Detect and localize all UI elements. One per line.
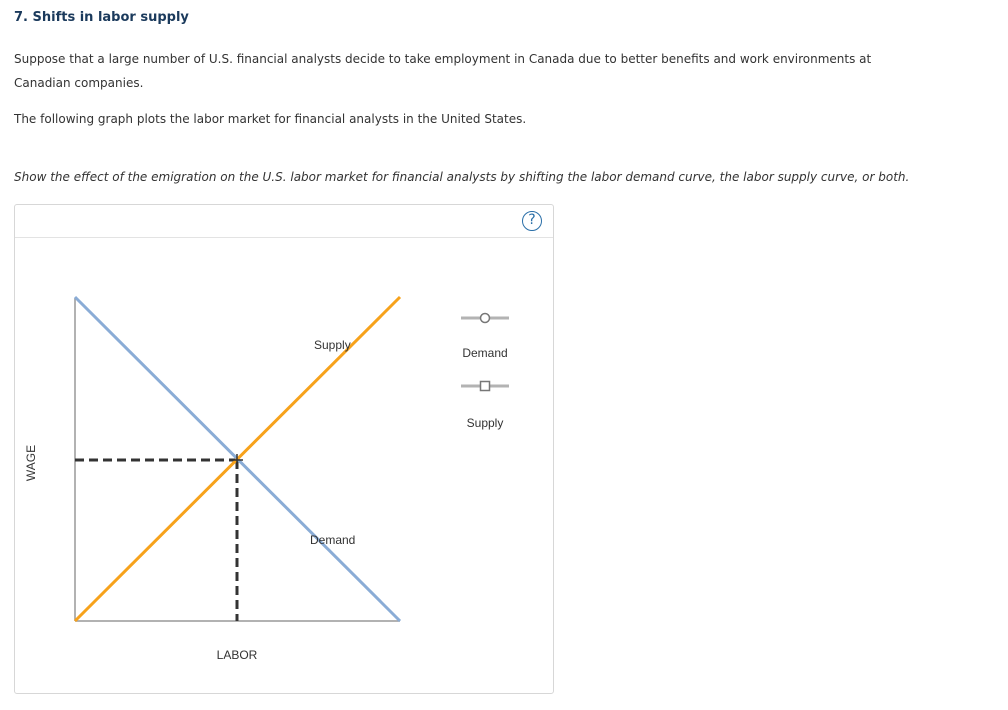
supply-tool-label: Supply — [466, 416, 504, 430]
demand-curve-label: Demand — [310, 533, 356, 547]
supply-curve-label: Supply — [314, 338, 351, 352]
question-paragraph-2: The following graph plots the labor market for financial analysts in the United States. — [14, 112, 527, 126]
paragraph-1-line-2: Canadian companies. — [14, 76, 144, 90]
demand-tool[interactable] — [461, 314, 509, 323]
x-axis-label: LABOR — [216, 648, 258, 662]
demand-tool-label: Demand — [462, 346, 508, 360]
supply-tool[interactable] — [461, 382, 509, 391]
question-title: 7. Shifts in labor supply — [14, 10, 189, 25]
instruction-text: Show the effect of the emigration on the U.S. labor market for financial analysts by shifting the labor demand curve, the labor supply curve, or both. — [14, 170, 910, 184]
paragraph-1-line-1: Suppose that a large number of U.S. financial analysts decide to take employment in Canada due to better benefits and work environments at — [14, 52, 872, 66]
square-handle-icon — [481, 382, 490, 391]
y-axis-label: WAGE — [24, 444, 38, 482]
circle-handle-icon — [481, 314, 490, 323]
help-button[interactable]: ? — [522, 211, 542, 231]
